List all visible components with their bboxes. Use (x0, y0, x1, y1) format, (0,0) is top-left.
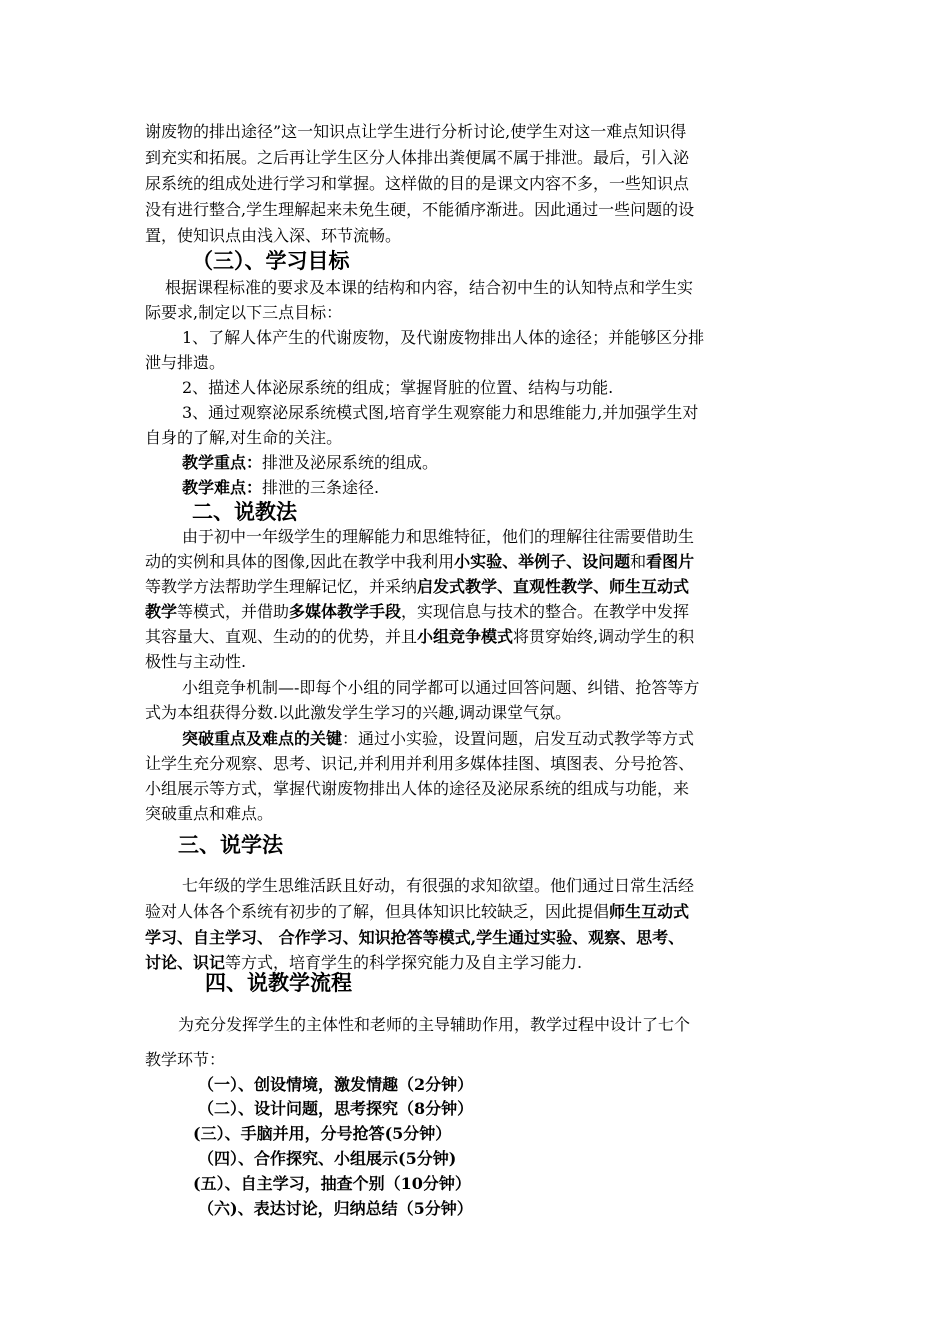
flow-step-6: （六)、表达讨论，归纳总结（5分钟） (198, 1199, 473, 1218)
bold-run: 教学 (145, 602, 178, 621)
text-run: 将贯穿始终,调动学生的积 (513, 627, 695, 646)
bold-run: 看图片 (646, 552, 695, 571)
bold-run: 启发式教学、直观性教学、师生互动式 (417, 577, 690, 596)
teach-p1-line-6: 极性与主动性. (145, 652, 247, 671)
learn-line-3: 学习、自主学习、 合作学习、知识抢答等模式,学生通过实验、观察、思考、 (145, 928, 685, 947)
text-run: ，实现信息与技术的整合。在教学中发挥 (401, 602, 690, 621)
difficulty-text: 排泄的三条途径. (262, 478, 380, 497)
flow-line-1: 为充分发挥学生的主体性和老师的主导辅助作用，教学过程中设计了七个 (178, 1015, 691, 1034)
goals-intro-line-2: 际要求,制定以下三点目标： (145, 303, 343, 322)
teach-p3-line-3: 小组展示等方式，掌握代谢废物排出人体的途径及泌尿系统的组成与功能，来 (145, 779, 690, 798)
text-run: 验对人体各个系统有初步的了解，但具体知识比较缺乏，因此提倡 (145, 902, 610, 921)
text-run: ：通过小实验，设置问题，启发互动式教学等方式 (342, 729, 695, 748)
goal-3-line-1: 3、通过观察泌尿系统模式图,培育学生观察能力和思维能力,并加强学生对 (182, 403, 699, 422)
teach-p2-line-1: 小组竞争机制—-即每个小组的同学都可以通过回答问题、纠错、抢答等方 (182, 678, 700, 697)
bold-run: 讨论、识记 (145, 953, 226, 972)
bold-run: 小实验、举例子、设问题 (454, 552, 631, 571)
intro-line-5: 置，使知识点由浅入深、环节流畅。 (145, 226, 402, 245)
section-learning-goals-heading: （三）、学习目标 (192, 248, 350, 273)
text-run: 等教学方法帮助学生理解记忆，并采纳 (145, 577, 418, 596)
section-teaching-method-heading: 二、说教法 (192, 499, 297, 524)
intro-line-3: 尿系统的组成处进行学习和掌握。这样做的目的是课文内容不多，一些知识点 (145, 174, 690, 193)
teach-p3-line-1 (182, 729, 852, 749)
goal-3-line-2: 自身的了解,对生命的关注。 (145, 428, 343, 447)
goal-1-line-1: 1、了解人体产生的代谢废物，及代谢废物排出人体的途径；并能够区分排 (182, 328, 705, 347)
goals-intro-line-1: 根据课程标准的要求及本课的结构和内容，结合初中生的认知特点和学生实 (165, 278, 694, 297)
teach-p1-line-1: 由于初中一年级学生的理解能力和思维特征，他们的理解往往需要借助生 (182, 527, 695, 546)
key-point-text: 排泄及泌尿系统的组成。 (262, 453, 439, 472)
teach-p3-line-2: 让学生充分观察、思考、识记,并利用并利用多媒体挂图、填图表、分号抢答、 (145, 754, 695, 773)
section-learning-method-heading: 三、说学法 (178, 832, 283, 857)
flow-step-3: (三）、手脑并用，分号抢答(5分钟） (193, 1124, 452, 1143)
text-run: 动的实例和具体的图像,因此在教学中我利用 (145, 552, 455, 571)
flow-step-1: （一）、创设情境，激发情趣（2分钟） (198, 1075, 474, 1094)
text-run: 等模式，并借助 (177, 602, 290, 621)
goal-2: 2、描述人体泌尿系统的组成；掌握肾脏的位置、结构与功能. (182, 378, 614, 397)
section-teaching-flow-heading: 四、说教学流程 (205, 970, 352, 995)
teach-p1-line-2 (145, 552, 815, 572)
intro-line-1: 谢废物的排出途径”这一知识点让学生进行分析讨论,使学生对这一难点知识得 (145, 122, 687, 141)
difficulty-label: 教学难点： (182, 478, 263, 497)
text-run: 其容量大、直观、生动的的优势，并且 (145, 627, 418, 646)
text-run: 等方式，培育学生的科学探究能力及自主学习能力. (225, 953, 583, 972)
learn-line-2 (145, 902, 815, 922)
teach-p1-line-4 (145, 602, 815, 622)
intro-line-2: 到充实和拓展。之后再让学生区分人体排出粪便属不属于排泄。最后，引入泌 (145, 148, 690, 167)
flow-step-5: (五）、自主学习，抽查个别（10分钟） (193, 1174, 471, 1193)
teaching-difficulty (182, 478, 852, 498)
bold-run: 突破重点及难点的关键 (182, 729, 343, 748)
teach-p3-line-4: 突破重点和难点。 (145, 804, 274, 823)
flow-step-4: （四）、合作探究、小组展示(5分钟) (198, 1149, 457, 1168)
bold-run: 师生互动式 (609, 902, 690, 921)
flow-step-2: （二）、设计问题，思考探究（8分钟） (198, 1099, 474, 1118)
intro-line-4: 没有进行整合,学生理解起来未免生硬，不能循序渐进。因此通过一些问题的设 (145, 200, 695, 219)
text-run: 和 (630, 552, 647, 571)
teaching-key-point (182, 453, 852, 473)
bold-run: 多媒体教学手段 (289, 602, 402, 621)
teach-p2-line-2: 式为本组获得分数.以此激发学生学习的兴趣,调动课堂气氛。 (145, 703, 572, 722)
learn-line-1: 七年级的学生思维活跃且好动，有很强的求知欲望。他们通过日常生活经 (182, 876, 695, 895)
key-point-label: 教学重点： (182, 453, 263, 472)
teach-p1-line-3 (145, 577, 815, 597)
flow-line-2: 教学环节： (145, 1050, 226, 1069)
goal-1-line-2: 泄与排遗。 (145, 353, 226, 372)
teach-p1-line-5 (145, 627, 815, 647)
bold-run: 小组竞争模式 (417, 627, 514, 646)
